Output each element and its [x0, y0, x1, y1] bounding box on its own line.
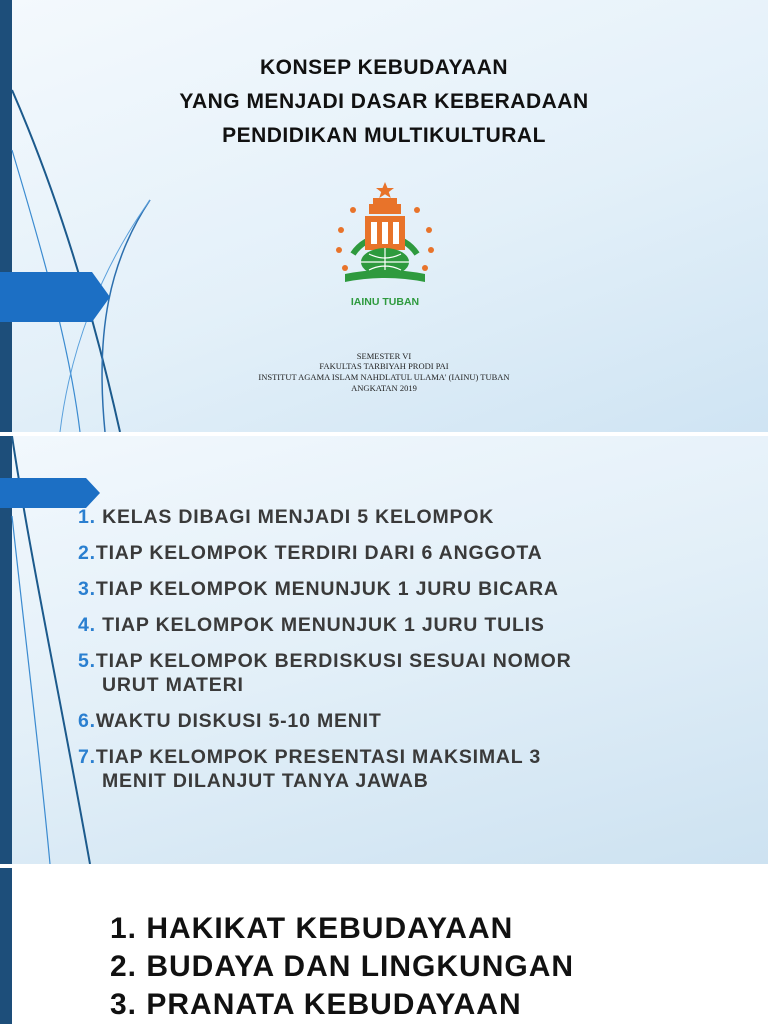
- item-text: TIAP KELOMPOK TERDIRI DARI 6 ANGGOTA: [95, 542, 543, 564]
- list-item: [78, 709, 572, 733]
- logo-emblem-icon: [325, 178, 445, 296]
- slide-title-line-2: YANG MENJADI DASAR KEBERADAAN: [179, 90, 589, 113]
- logo-text: IAINU TUBAN: [350, 296, 420, 308]
- item-text-continued: URUT MATERI: [102, 674, 244, 696]
- topic-item: 2. BUDAYA DAN LINGKUNGAN: [110, 950, 575, 983]
- topic-item: 3. PRANATA KEBUDAYAAN: [110, 988, 522, 1021]
- rules-list: [78, 505, 572, 805]
- info-institute: INSTITUT AGAMA ISLAM NAHDLATUL ULAMA' (IAINU) TUBAN: [258, 372, 510, 382]
- item-text-continued: MENIT DILANJUT TANYA JAWAB: [102, 770, 429, 792]
- item-number: 1.: [78, 506, 96, 528]
- list-item: [78, 505, 572, 529]
- info-batch: ANGKATAN 2019: [351, 383, 417, 393]
- info-faculty: FAKULTAS TARBIYAH PRODI PAI: [319, 361, 449, 371]
- item-text: WAKTU DISKUSI 5-10 MENIT: [95, 710, 382, 732]
- slide-title-line-1: KONSEP KEBUDAYAAN: [259, 56, 509, 79]
- item-text: TIAP KELOMPOK PRESENTASI MAKSIMAL 3: [95, 746, 542, 768]
- slide-title-line-3: PENDIDIKAN MULTIKULTURAL: [222, 124, 546, 147]
- topics-list: [110, 910, 574, 1024]
- item-text: TIAP KELOMPOK MENUNJUK 1 JURU BICARA: [95, 578, 559, 600]
- item-number: 7.: [78, 746, 96, 768]
- arrow-tab: [0, 272, 112, 322]
- title-slide: [0, 0, 768, 432]
- list-item: [78, 613, 572, 637]
- list-item: [78, 745, 572, 793]
- item-number: 6.: [78, 710, 96, 732]
- item-number: 4.: [78, 614, 96, 636]
- item-number: 2.: [78, 542, 96, 564]
- topic-item: 1. HAKIKAT KEBUDAYAAN: [110, 912, 514, 945]
- iainu-tuban-logo: [325, 178, 445, 313]
- list-item: [78, 649, 572, 697]
- item-text: KELAS DIBAGI MENJADI 5 KELOMPOK: [95, 506, 495, 528]
- item-text: TIAP KELOMPOK MENUNJUK 1 JURU TULIS: [95, 614, 545, 636]
- left-accent-bar: [0, 868, 12, 1024]
- item-text: TIAP KELOMPOK BERDISKUSI SESUAI NOMOR: [95, 650, 572, 672]
- list-item: [78, 541, 572, 565]
- item-number: 5.: [78, 650, 96, 672]
- list-item: [78, 577, 572, 601]
- item-number: 3.: [78, 578, 96, 600]
- arrow-tab: [0, 478, 102, 508]
- info-semester: SEMESTER VI: [356, 351, 412, 361]
